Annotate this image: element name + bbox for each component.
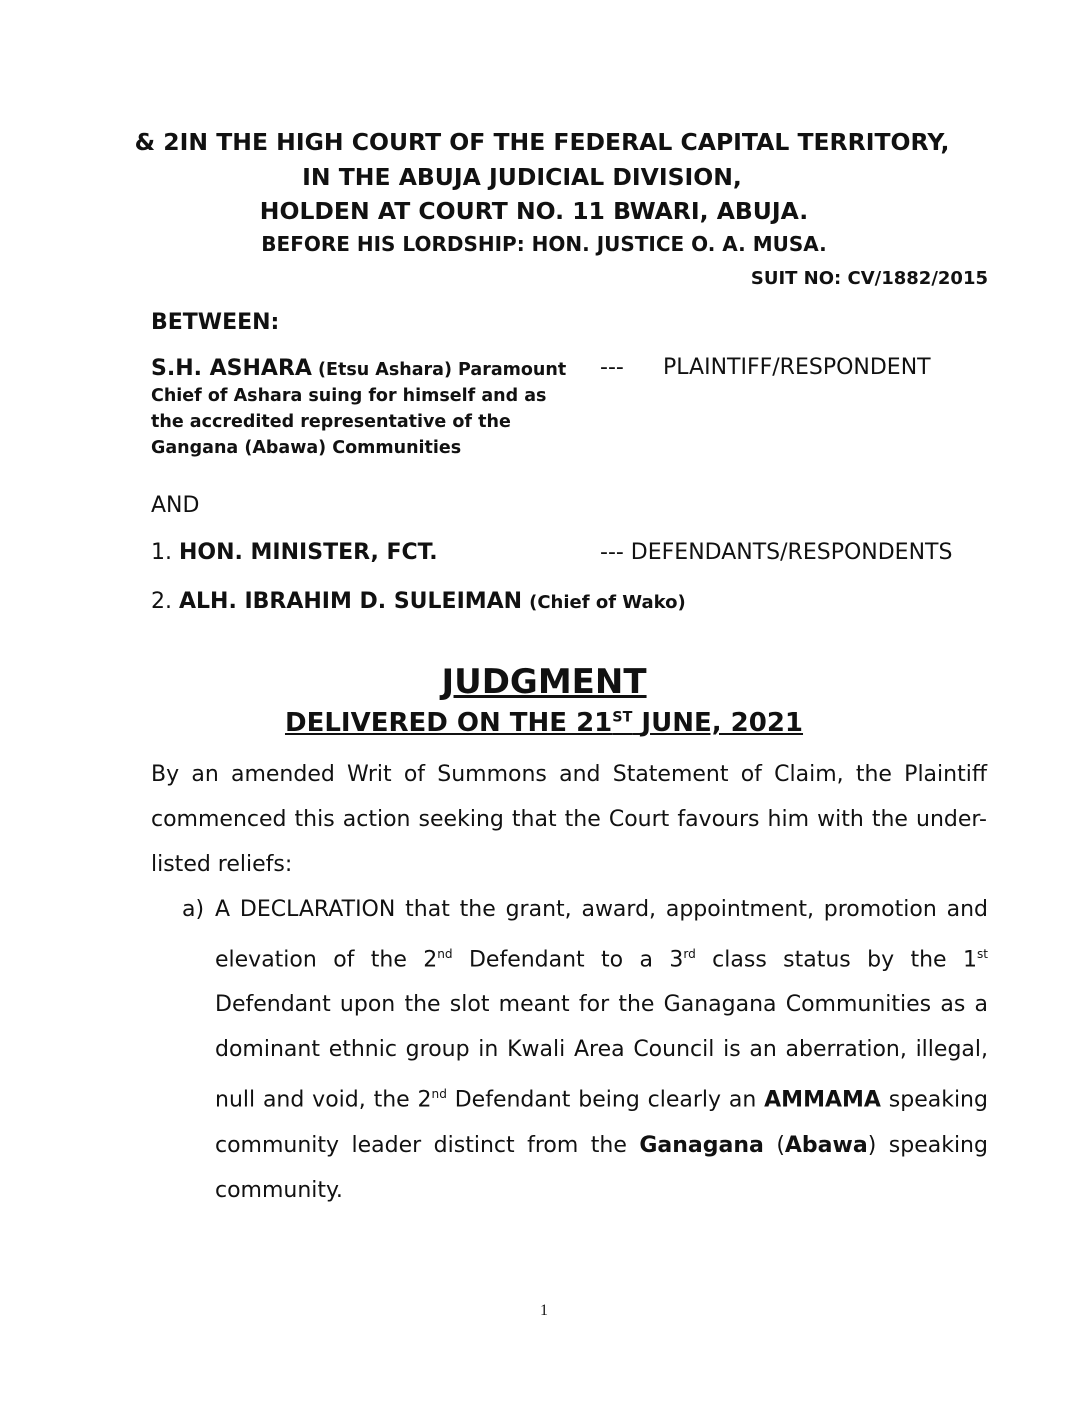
plaintiff-line-3: the accredited representative of the	[151, 412, 511, 432]
relief-a-line-5-part-b: Defendant being clearly an	[454, 1087, 757, 1113]
plaintiff-role: PLAINTIFF/RESPONDENT	[663, 355, 931, 380]
defendants-role: --- DEFENDANTS/RESPONDENTS	[600, 540, 953, 565]
relief-a-marker: a)	[182, 897, 205, 922]
judgment-title: JUDGMENT	[441, 662, 647, 702]
delivered-date	[0, 708, 1088, 738]
defendant-2-number: 2.	[151, 589, 172, 614]
between-label: BETWEEN:	[151, 310, 280, 335]
relief-a-sup-1: nd	[437, 947, 453, 961]
relief-a-line-5-part-a: null and void, the 2	[215, 1087, 432, 1113]
relief-a-line-4: dominant ethnic group in Kwali Area Council is an aberration, illegal,	[215, 1037, 988, 1063]
relief-a-line-2-part-c: class status by the 1	[712, 947, 977, 973]
court-heading-line-3: HOLDEN AT COURT NO. 11 BWARI, ABUJA.	[259, 197, 809, 225]
relief-a-line-1: A DECLARATION that the grant, award, appointment, promotion and	[215, 897, 988, 922]
delivered-suffix: JUNE, 2021	[641, 708, 804, 738]
abawa-term: Abawa	[784, 1132, 868, 1158]
relief-a-body	[215, 887, 988, 1213]
plaintiff-name: S.H. ASHARA	[151, 356, 312, 381]
page-number: 1	[540, 1302, 548, 1319]
relief-a-sup-4: nd	[431, 1087, 447, 1102]
relief-a-line-2-part-a: elevation of the 2	[215, 947, 438, 973]
plaintiff-line-1	[151, 356, 581, 383]
ammama-term: AMMAMA	[764, 1087, 881, 1113]
relief-a-sup-3: st	[976, 947, 988, 961]
defendant-1-number: 1.	[151, 540, 172, 565]
delivered-superscript: ST	[612, 709, 633, 726]
defendant-2-note: (Chief of Wako)	[529, 592, 686, 613]
relief-a-line-7: community.	[215, 1177, 343, 1203]
defendant-1	[151, 540, 438, 565]
and-label: AND	[151, 493, 200, 518]
intro-line-2: commenced this action seeking that the Court favours him with the under-	[151, 807, 987, 832]
suit-number: SUIT NO: CV/1882/2015	[750, 268, 988, 289]
defendant-2	[151, 589, 686, 614]
relief-a-close-paren: )	[867, 1132, 877, 1158]
relief-a-line-2-part-b: Defendant to a 3	[468, 947, 684, 973]
intro-line-1: By an amended Writ of Summons and Statement of Claim, the Plaintiff	[151, 762, 987, 787]
ganagana-term: Ganagana	[639, 1132, 764, 1158]
relief-a-line-6	[215, 1123, 988, 1168]
plaintiff-description	[151, 356, 581, 461]
intro-line-3: listed reliefs:	[151, 852, 293, 877]
plaintiff-line-4: Gangana (Abawa) Communities	[151, 438, 462, 458]
relief-a-line-2	[215, 932, 988, 982]
court-heading-line-4: BEFORE HIS LORDSHIP: HON. JUSTICE O. A. MUSA.	[261, 232, 827, 256]
relief-a-line-5-part-c: speaking	[888, 1087, 988, 1113]
relief-a-line-5	[215, 1072, 988, 1122]
relief-a-sup-2: rd	[683, 947, 696, 961]
court-heading-line-1: & 2IN THE HIGH COURT OF THE FEDERAL CAPITAL TERRITORY,	[134, 128, 950, 156]
relief-a-open-paren: (	[776, 1132, 785, 1158]
relief-a-line-6-part-a: community leader distinct from the	[215, 1132, 627, 1158]
intro-paragraph	[151, 752, 987, 887]
plaintiff-title: (Etsu Ashara) Paramount	[318, 360, 567, 380]
court-heading-line-2: IN THE ABUJA JUDICIAL DIVISION,	[302, 163, 742, 191]
relief-a-line-6-part-c: speaking	[888, 1132, 988, 1158]
plaintiff-line-2: Chief of Ashara suing for himself and as	[151, 386, 547, 406]
plaintiff-dash: ---	[600, 355, 624, 380]
delivered-prefix: DELIVERED ON THE 21	[284, 708, 613, 738]
relief-a-line-3: Defendant upon the slot meant for the Ganagana Communities as a	[215, 992, 988, 1018]
defendant-2-name: ALH. IBRAHIM D. SULEIMAN	[179, 589, 523, 614]
defendant-1-name: HON. MINISTER, FCT.	[179, 540, 438, 565]
